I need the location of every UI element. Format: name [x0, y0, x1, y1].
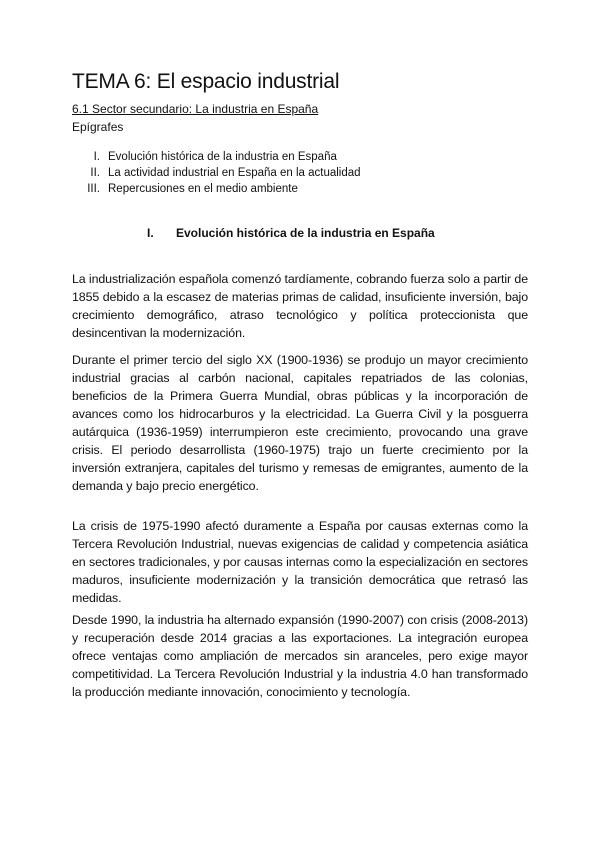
- paragraph: Desde 1990, la industria ha alternado expansión (1990-2007) con crisis (2008-2013) y recuperación desde 2014 gracias a las exportaciones. La integración europea ofrece ventajas como ampliación de mercados sin aranceles, pero exige mayor competitividad. La Tercera Revolución Industrial y la industria 4.0 han transformado la producción mediante innovación, conocimiento y tecnología.: [72, 613, 528, 699]
- paragraph: La crisis de 1975-1990 afectó duramente a España por causas externas como la Tercera Revolución Industrial, nuevas exigencias de calidad y competencia asiática en sectores tradicionales, y por causas internas como la especialización en sectores maduros, insuficiente modernización y la transición democrática que retrasó las medidas.: [72, 519, 528, 605]
- toc-item-number: III.: [87, 183, 100, 195]
- toc-item-number: II.: [90, 167, 100, 179]
- subtitle: 6.1 Sector secundario: La industria en España: [72, 102, 319, 116]
- toc-item: [72, 149, 532, 165]
- table-of-contents: [72, 149, 532, 197]
- toc-item: [72, 181, 532, 197]
- toc-item-text: Repercusiones en el medio ambiente: [108, 183, 298, 195]
- paragraph: Durante el primer tercio del siglo XX (1900-1936) se produjo un mayor crecimiento industrial gracias al carbón nacional, capitales repatriados de las colonias, beneficios de la Primera Guerra Mundial, obras públicas y la incorporación de avances como los hidrocarburos y la electricidad. La Guerra Civil y la posguerra autárquica (1936-1959) interrumpieron este crecimiento, provocando una grave crisis. El periodo desarrollista (1960-1975) trajo un fuerte crecimiento por la inversión extranjera, capitales del turismo y remesas de emigrantes, aumento de la demanda y bajo precio energético.: [72, 353, 528, 493]
- paragraph: La industrialización española comenzó tardíamente, cobrando fuerza solo a partir de 1855 debido a la escasez de materias primas de calidad, insuficiente inversión, bajo crecimiento demográfico, atraso tecnológico y política proteccionista que desincentivan la modernización.: [72, 272, 528, 340]
- toc-item-text: La actividad industrial en España en la actualidad: [108, 167, 361, 179]
- epigrafes-label: Epígrafes: [72, 120, 124, 134]
- page-title: TEMA 6: El espacio industrial: [72, 70, 340, 93]
- toc-item-number: I.: [93, 151, 100, 163]
- toc-item: [72, 165, 532, 181]
- section-title: Evolución histórica de la industria en España: [176, 226, 435, 240]
- toc-item-text: Evolución histórica de la industria en España: [108, 151, 337, 163]
- section-number: I.: [147, 226, 154, 240]
